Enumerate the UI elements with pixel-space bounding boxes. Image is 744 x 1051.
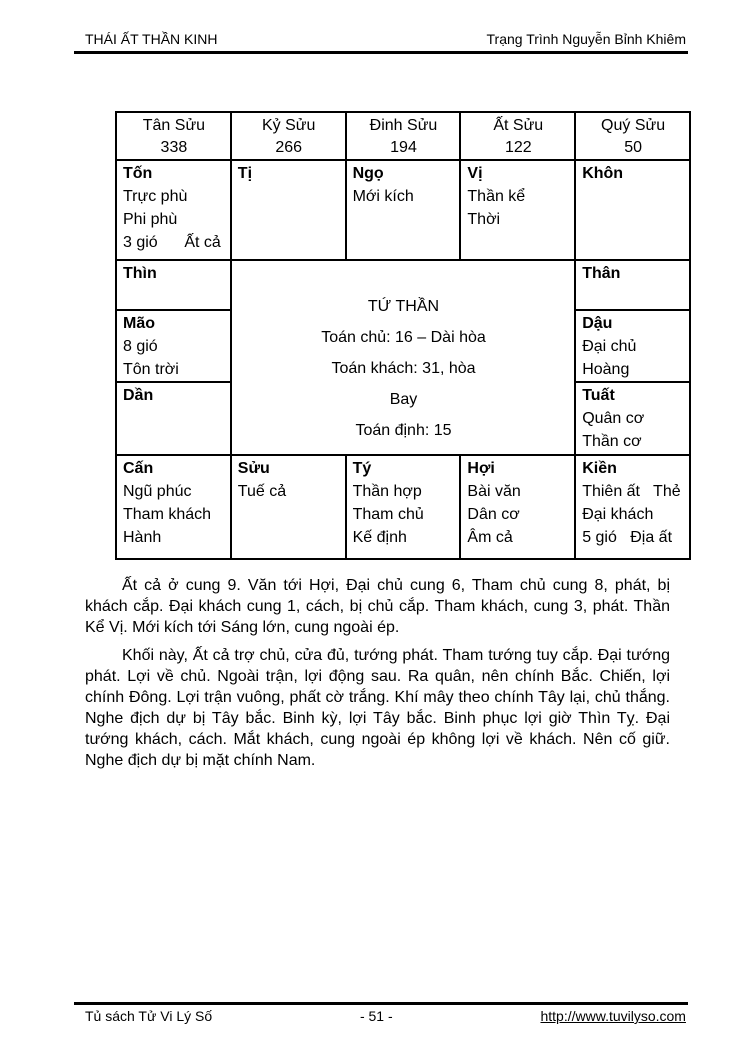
center-line: Toán chủ: 16 – Dài hòa <box>321 329 486 346</box>
year-value: 338 <box>160 139 188 156</box>
palace-line: Dân cơ <box>467 506 520 523</box>
center-line: Toán khách: 31, hòa <box>331 360 476 377</box>
year-name: Đinh Sửu <box>369 117 438 134</box>
palace-line: 3 gió Ất cả <box>123 234 221 251</box>
header-rule <box>74 51 688 54</box>
palace-label: Thìn <box>123 265 157 282</box>
palace-line: Thần kể <box>467 188 526 205</box>
board-cell-dau <box>574 309 689 381</box>
year-value: 50 <box>624 139 642 156</box>
palace-line: Âm cả <box>467 529 513 546</box>
board-cell-ti <box>230 159 345 259</box>
thai-at-board <box>115 111 691 560</box>
year-name: Ất Sửu <box>493 117 544 134</box>
board-cell-kien <box>574 454 689 558</box>
footer-page-number: - 51 - <box>359 1008 393 1024</box>
board-cell-suu <box>230 454 345 558</box>
board-year-cell-dinh-suu <box>345 111 460 159</box>
palace-label: Kiền <box>582 460 617 477</box>
board-cell-vi <box>459 159 574 259</box>
board-cell-ton <box>115 159 230 259</box>
year-value: 266 <box>275 139 303 156</box>
palace-line: Tham chủ <box>352 506 424 523</box>
palace-label: Dần <box>123 387 154 404</box>
body-paragraph-1: Ất cả ở cung 9. Văn tới Hợi, Đại chủ cung 6, Tham chủ cung 8, phát, bị khách cắp. Đại khách cung 1, cách, bị chủ cắp. Tham khách, cung 3, phát. Thần Kể Vị. Mới kích tới Sáng lớn, cung ngoài ép. <box>85 577 670 636</box>
palace-line: Tôn trời <box>123 361 179 378</box>
board-cell-thin <box>115 259 230 309</box>
center-title: TỨ THẦN <box>367 298 440 315</box>
footer-rule <box>74 1002 688 1005</box>
header-book-title: THÁI ẤT THẦN KINH <box>85 31 218 47</box>
palace-line: Bài văn <box>467 483 521 500</box>
palace-label: Tý <box>352 460 372 477</box>
palace-label: Dậu <box>582 315 613 332</box>
palace-line: Hoàng <box>582 361 630 378</box>
palace-line: Tuế cả <box>237 483 287 500</box>
palace-line: Thần hợp <box>352 483 422 500</box>
palace-line: Kế định <box>352 529 407 546</box>
palace-label: Ngọ <box>352 165 384 182</box>
board-cell-can <box>115 454 230 558</box>
board-cell-than <box>574 259 689 309</box>
palace-line: Thần cơ <box>582 433 642 450</box>
year-name: Tân Sửu <box>142 117 206 134</box>
palace-label: Thân <box>582 265 621 282</box>
center-line: Bay <box>389 391 418 408</box>
palace-label: Sửu <box>237 460 270 477</box>
center-line: Toán định: 15 <box>355 422 452 439</box>
palace-line: 8 gió <box>123 338 158 355</box>
palace-label: Tuất <box>582 387 615 404</box>
year-name: Quý Sửu <box>601 117 666 134</box>
board-year-cell-at-suu <box>459 111 574 159</box>
board-year-cell-quy-suu <box>574 111 689 159</box>
footer-url-link[interactable]: http://www.tuvilyso.com <box>540 1008 686 1024</box>
footer-series-title: Tủ sách Tử Vi Lý Số <box>85 1008 213 1024</box>
palace-line: Trực phù <box>123 188 188 205</box>
board-center-block <box>230 259 574 454</box>
palace-line: Thời <box>467 211 501 228</box>
board-year-cell-ky-suu <box>230 111 345 159</box>
palace-label: Khôn <box>582 165 624 182</box>
palace-line: Ngũ phúc <box>123 483 192 500</box>
board-cell-ty <box>345 454 460 558</box>
board-year-cell-tan-suu <box>115 111 230 159</box>
board-cell-dan <box>115 381 230 454</box>
palace-line: Đại khách <box>582 506 654 523</box>
palace-line: Đại chủ <box>582 338 637 355</box>
body-text <box>85 575 670 778</box>
palace-label: Tị <box>237 165 253 182</box>
palace-label: Hợi <box>467 460 495 477</box>
year-name: Kỷ Sửu <box>261 117 316 134</box>
year-value: 122 <box>504 139 532 156</box>
header-author: Trạng Trình Nguyễn Bỉnh Khiêm <box>486 31 686 47</box>
palace-line: Thiên ất Thẻ <box>582 483 681 500</box>
footer <box>85 1008 686 1024</box>
palace-line: Hành <box>123 529 162 546</box>
palace-line: Mới kích <box>352 188 414 205</box>
board-cell-ngo <box>345 159 460 259</box>
palace-line: 5 gió Địa ất <box>582 529 673 546</box>
palace-label: Cấn <box>123 460 154 477</box>
palace-line: Tham khách <box>123 506 212 523</box>
board-cell-khon <box>574 159 689 259</box>
palace-line: Quân cơ <box>582 410 645 427</box>
palace-label: Mão <box>123 315 155 332</box>
palace-label: Tốn <box>123 165 153 182</box>
board-cell-hoi <box>459 454 574 558</box>
year-value: 194 <box>390 139 417 156</box>
palace-line: Phi phù <box>123 211 178 228</box>
palace-label: Vị <box>467 165 483 182</box>
board-cell-tuat <box>574 381 689 454</box>
board-cell-mao <box>115 309 230 381</box>
body-paragraph-2: Khối này, Ất cả trợ chủ, cửa đủ, tướng phát. Tham tướng tuy cắp. Đại tướng phát. Lợi về chủ. Ngoài trận, lợi động sau. Ra quân, nên chính Bắc. Chiến, lợi chính Đông. Lợi trận vuông, phất cờ trắng. Khí mây theo chính Tây lại, chủ thắng. Nghe địch dự bị Tây bắc. Binh kỳ, lợi Tây bắc. Binh phục lợi giờ Thìn Tỵ. Đại tướng khách, cách. Mắt khách, cung ngoài ép không lợi về khách. Nên cố giữ. Nghe địch dự bị mặt chính Nam. <box>85 647 670 769</box>
